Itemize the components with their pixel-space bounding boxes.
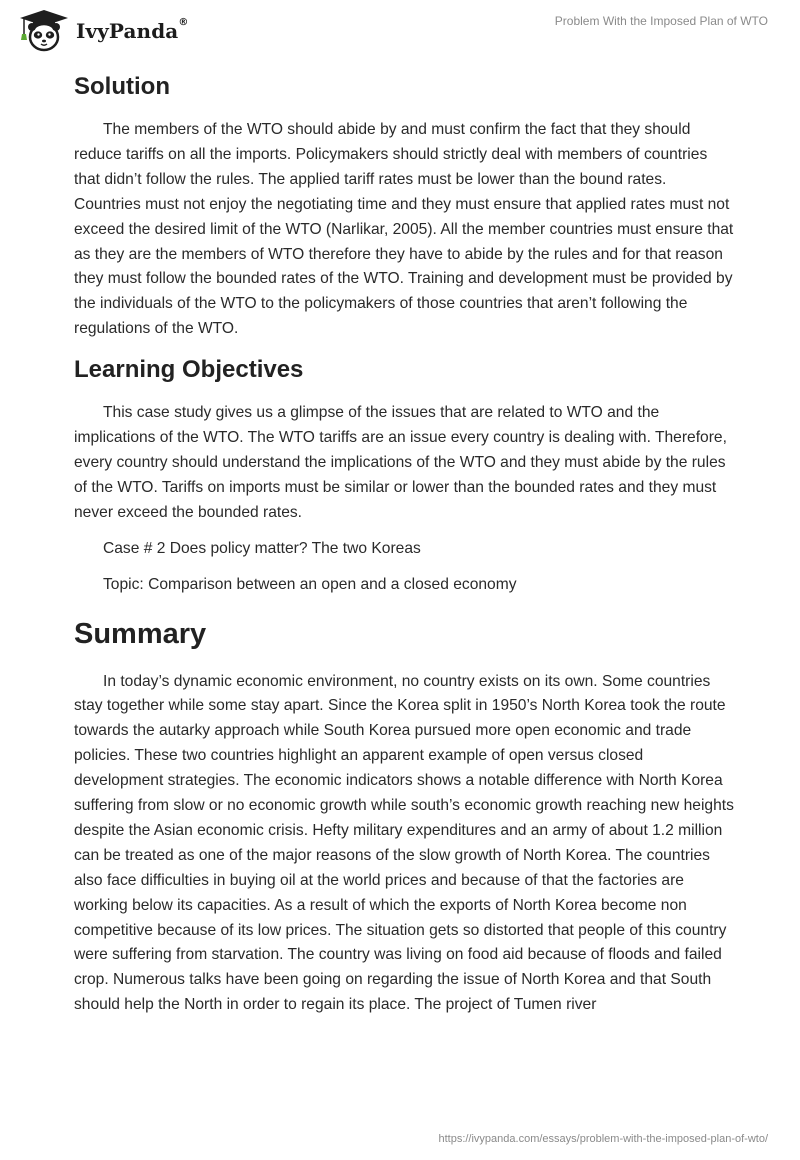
panda-graduate-icon <box>14 8 74 54</box>
essay-content <box>74 68 734 1018</box>
source-url[interactable]: https://ivypanda.com/essays/problem-with-the-imposed-plan-of-wto/ <box>438 1133 768 1145</box>
learning-objectives-paragraph: This case study gives us a glimpse of the issues that are related to WTO and the implications of the WTO. The WTO tariffs are an issue every country is dealing with. Therefore, every country should understand the implications of the WTO and they must abide by the rules of the WTO. Tariffs on imports must be similar or lower than the bounded rates and they must never exceed the bounded rates. <box>74 404 727 521</box>
learning-objectives-heading: Learning Objectives <box>74 356 304 384</box>
topic-line: Topic: Comparison between an open and a closed economy <box>103 575 517 593</box>
summary-heading: Summary <box>74 617 207 650</box>
ivypanda-logo[interactable] <box>14 8 188 54</box>
summary-paragraph: In today’s dynamic economic environment, no country exists on its own. Some countries stay together while some stay apart. Since the Korea split in 1950’s North Korea took the route towards the autarky approach while South Korea pursued more open economic and trade policies. These two countries highlight an apparent example of open versus closed development strategies. The economic indicators shows a notable difference with North Korea suffering from slow or no economic growth while south’s economic growth reaching new heights despite the Asian economic crisis. Hefty military expenditures and an army of about 1.2 million can be treated as one of the major reasons of the slow growth of North Korea. The countries also face difficulties in buying oil at the world prices and because of that the factories are working below its capacities. As a result of which the exports of North Korea become non competitive because of its low prices. The situation gets so distorted that people of this country were suffering from starvation. The country was living on food aid because of floods and failed crop. Numerous talks have been going on regarding the issue of North Korea and that South should help the North in order to regain its place. The project of Tumen river <box>74 672 734 1014</box>
solution-heading: Solution <box>74 73 170 100</box>
brand-name: IvyPanda® <box>76 17 189 43</box>
page-header <box>0 0 800 60</box>
document-title: Problem With the Imposed Plan of WTO <box>554 14 768 28</box>
case-line: Case # 2 Does policy matter? The two Koreas <box>103 539 421 557</box>
solution-paragraph: The members of the WTO should abide by and must confirm the fact that they should reduce tariffs on all the imports. Policymakers should strictly deal with members of countries that didn’t follow the rules. The applied tariff rates must be lower than the bound rates. Countries must not enjoy the negotiating time and they must ensure that applied rates must not exceed the desired limit of the WTO (Narlikar, 2005). All the member countries must ensure that as they are the members of WTO therefore they have to abide by the rules and for that reason they must follow the bounded rates of the WTO. Training and development must be provided by the individuals of the WTO to the policymakers of those countries that aren’t following the regulations of the WTO. <box>74 121 734 338</box>
registered-mark: ® <box>178 17 189 28</box>
